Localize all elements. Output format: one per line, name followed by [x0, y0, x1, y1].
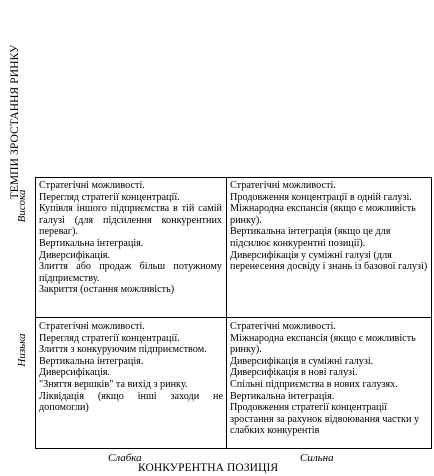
quadrant-top-right [230, 180, 430, 273]
quadrant-line: Стратегічні можливості. [39, 321, 145, 332]
quadrant-line: Спільні підприємства в нових галузях. [230, 378, 398, 390]
quadrant-line: Купівля іншого підприємства в тій самій галузі (для підсилення конкурентних переваг). [39, 203, 222, 238]
y-label-high: Висока [16, 189, 28, 223]
vertical-divider [226, 178, 227, 448]
quadrant-line: Вертикальна інтеграція. [39, 355, 144, 367]
quadrant-line: Злиття або продаж більш потужному підприємству. [39, 261, 222, 284]
quadrant-line: Перегляд стратегії концентрації. [39, 191, 180, 203]
x-label-strong: Сильна [300, 452, 334, 464]
quadrant-line: Стратегічні можливості. [39, 180, 145, 191]
quadrant-line: Стратегічні можливості. [230, 180, 336, 191]
quadrant-line: Перегляд стратегії концентрації. [39, 332, 180, 344]
y-label-low: Низька [16, 333, 28, 367]
quadrant-line: "Зняття вершків" та вихід з ринку. [39, 378, 188, 390]
quadrant-line: Диверсифікація у суміжні галузі (для перенесення досвіду і знань із базової галузі) [230, 249, 428, 273]
quadrant-line: Продовження стратегії концентрації зростання за рахунок відвоювання частки у слабких конкурентів [230, 402, 420, 437]
quadrant-line: Закриття (остання можливість) [39, 284, 175, 296]
quadrant-bottom-left [39, 321, 223, 414]
quadrant-line: Диверсифікація. [39, 367, 111, 379]
quadrant-line: Злиття з конкуруючим підприємством. [39, 344, 207, 356]
quadrant-line: Вертикальна інтеграція. [230, 390, 335, 402]
quadrant-bottom-right [230, 321, 431, 437]
horizontal-divider [36, 317, 431, 318]
strategy-matrix [35, 177, 432, 449]
quadrant-line: Диверсифікація. [39, 249, 111, 261]
quadrant-line: Вертикальна інтеграція (якщо це для підсилює конкурентні позиції). [230, 226, 391, 249]
quadrant-line: Диверсифікація в нові галузі. [230, 367, 358, 379]
quadrant-line: Вертикальна інтеграція. [39, 237, 144, 249]
x-label-weak: Слабка [108, 452, 142, 464]
y-axis-title: ТЕМПИ ЗРОСТАННЯ РИНКУ [9, 44, 21, 200]
quadrant-line: Продовження концентрації в одній галузі. [230, 191, 412, 203]
quadrant-line: Диверсифікація в суміжні галузі. [230, 355, 374, 367]
quadrant-line: Стратегічні можливості. [230, 321, 336, 332]
quadrant-line: Ліквідація (якщо інші заходи не допомогли) [39, 390, 223, 414]
x-axis-title: КОНКУРЕНТНА ПОЗИЦІЯ [138, 462, 279, 474]
quadrant-line: Міжнародна експансія (якщо є можливість ринку). [230, 203, 416, 226]
quadrant-top-left [39, 180, 222, 296]
quadrant-line: Міжнародна експансія (якщо є можливість ринку). [230, 332, 416, 356]
